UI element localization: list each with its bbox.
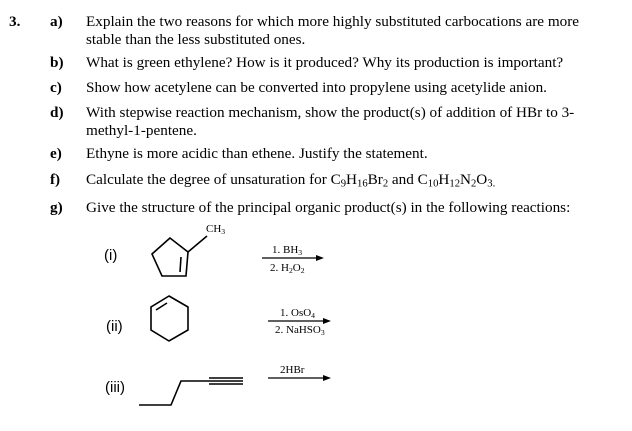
item-a-line2: stable than the less substituted ones.: [86, 31, 306, 48]
reagent-i-bottom: 2. $H_2O_2$: [270, 262, 305, 275]
item-d-line2: methyl-1-pentene.: [86, 122, 197, 139]
item-c-line1: Show how acetylene can be converted into propylene using acetylide anion.: [86, 79, 547, 96]
reaction-label-i: (i): [104, 247, 118, 264]
item-label-c: c): [50, 79, 62, 96]
methyl-label: $CH_3$: [206, 223, 226, 236]
question-number: 3.: [9, 13, 21, 30]
reagent-iii-top: 2HBr: [280, 364, 305, 376]
item-a-line1: Explain the two reasons for which more highly substituted carbocations are more: [86, 13, 580, 30]
item-e-line1: Ethyne is more acidic than ethene. Justify the statement.: [86, 145, 428, 162]
item-b-line1: What is green ethylene? How is it produced? Why its production is important?: [86, 54, 564, 71]
item-label-b: b): [50, 54, 64, 71]
item-label-a: a): [50, 13, 63, 30]
item-f-line1: Calculate the degree of unsaturation for $C_9H_{16}Br_2$ and $C_{10}H_{12}N_2O_{3.}$: [86, 171, 496, 190]
reagent-ii-top: 1. OsO$_4$: [280, 307, 316, 320]
reaction-label-ii: (ii): [106, 318, 123, 335]
item-label-f: f): [50, 171, 61, 188]
item-g-line1: Give the structure of the principal organic product(s) in the following reactions:: [86, 199, 571, 216]
reaction-label-iii: (iii): [105, 379, 125, 396]
item-label-e: e): [50, 145, 62, 162]
item-label-d: d): [50, 104, 64, 121]
item-d-line1: With stepwise reaction mechanism, show the product(s) of addition of HBr to 3-: [86, 104, 575, 121]
item-label-g: g): [50, 199, 63, 216]
reagent-ii-bottom: 2. NaHSO$_3$: [275, 324, 325, 337]
reagent-i-top: 1. $BH_3$: [272, 244, 303, 257]
